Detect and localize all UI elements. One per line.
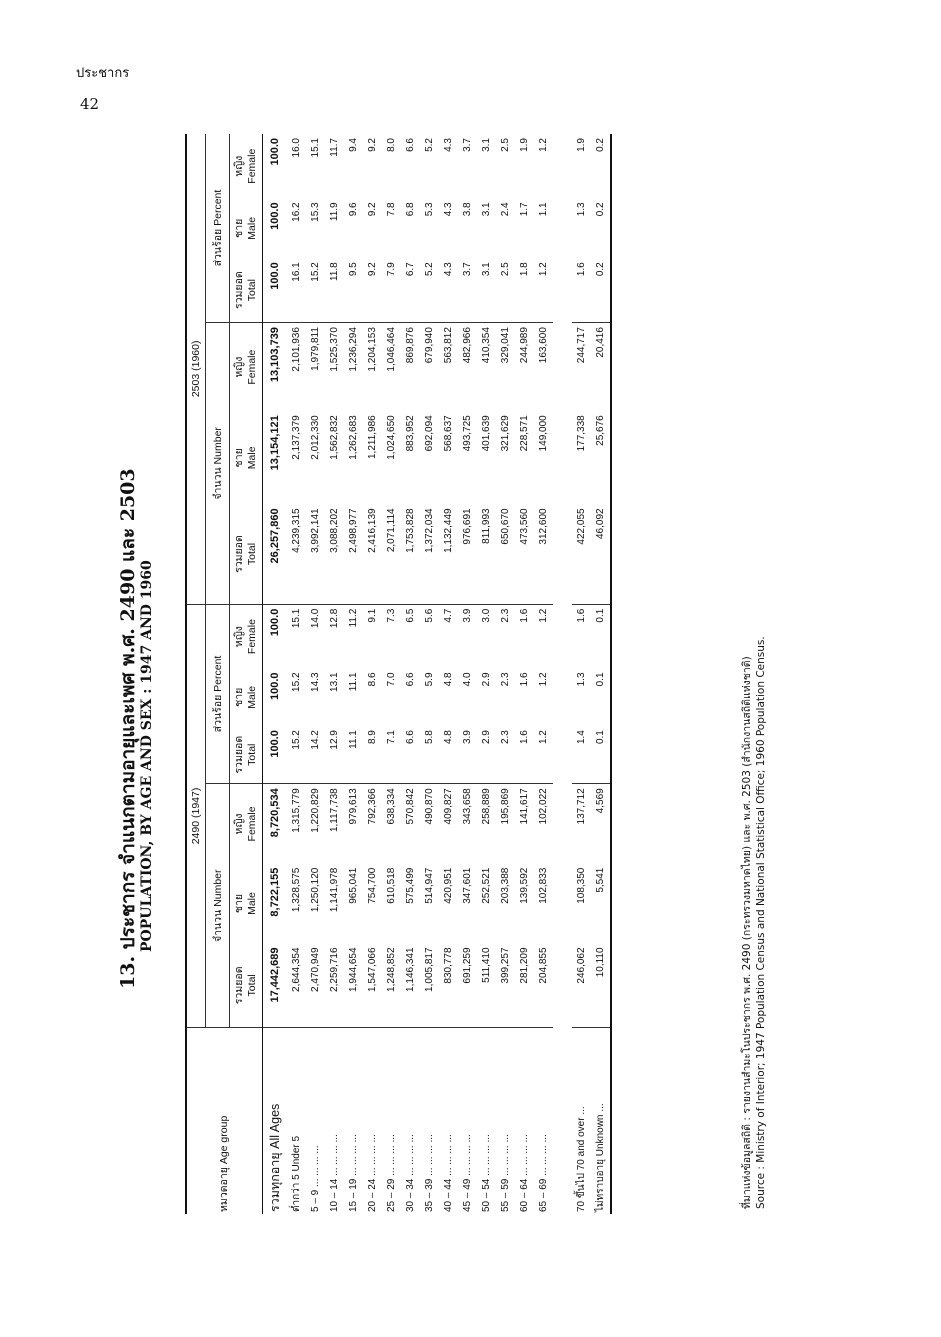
age-group-label: 15 – 19 ... ... ... ...: [348, 1134, 359, 1212]
table-cell: 100.0: [269, 138, 281, 166]
table-cell: 6.6: [405, 138, 416, 152]
page-number: 42: [80, 95, 100, 113]
table-cell: 6.6: [405, 672, 416, 687]
table-cell: 4.7: [443, 608, 454, 623]
table-cell: 0.1: [591, 668, 611, 726]
table-cell: 1,024,650: [386, 415, 397, 460]
table-cell: 2.9: [481, 672, 492, 687]
table-cell: 15.2: [306, 258, 325, 322]
table-row: [496, 134, 515, 1214]
column-header-male: ชาย Male: [230, 864, 263, 944]
table-cell: 102,833: [538, 867, 549, 904]
table-cell: 2.3: [500, 672, 511, 687]
table-cell: 11.1: [348, 672, 359, 692]
table-cell: 4.3: [443, 138, 454, 152]
column-header-female: หญิง Female: [230, 604, 263, 668]
table-cell: 2,071,114: [382, 504, 401, 604]
table-cell: 3,088,202: [325, 504, 344, 604]
table-cell: 1.2: [534, 726, 553, 784]
table-cell: 108,350: [576, 867, 587, 904]
table-cell: 9.4: [348, 138, 359, 152]
table-cell: 10,110: [591, 943, 611, 1027]
table-cell: 321,629: [500, 415, 511, 452]
table-cell: 422,055: [572, 504, 591, 604]
table-cell: 4.3: [443, 202, 454, 217]
table-cell: 5.8: [420, 726, 439, 784]
table-cell: 9.2: [363, 258, 382, 322]
table-cell: 3.9: [458, 726, 477, 784]
table-cell: 11.7: [329, 138, 340, 157]
table-cell: 14.0: [310, 608, 321, 629]
table-cell: 2,498,977: [344, 504, 363, 604]
table-cell: 883,952: [405, 415, 416, 452]
table-cell: 2,416,139: [363, 504, 382, 604]
table-cell: 228,571: [519, 415, 530, 452]
percent-header-1960: ส่วนร้อย Percent: [206, 134, 230, 323]
table-row: [325, 134, 344, 1214]
table-row: [344, 134, 363, 1214]
table-cell: 570,842: [405, 788, 416, 825]
table-cell: 1,250,120: [310, 867, 321, 913]
year-1960-header: 2503 (1960): [186, 134, 206, 604]
table-cell: 8.6: [367, 672, 378, 687]
table-cell: 792,366: [367, 788, 378, 825]
table-cell: 26,257,860: [263, 504, 288, 604]
table-cell: 514,947: [424, 867, 435, 904]
table-cell: 1.9: [519, 138, 530, 152]
table-cell: 244,989: [519, 327, 530, 364]
table-cell: 679,940: [424, 327, 435, 364]
table-row: [382, 134, 401, 1214]
table-cell: 650,670: [496, 504, 515, 604]
table-cell: 869,876: [405, 327, 416, 364]
table-cell: 11.1: [344, 726, 363, 784]
table-cell: 2.5: [496, 258, 515, 322]
age-group-header: หมวดอายุ Age group: [186, 1028, 263, 1214]
table-cell: 4,239,315: [287, 504, 306, 604]
table-cell: 137,712: [576, 788, 587, 825]
table-cell: 9.1: [367, 608, 378, 623]
table-cell: 1.2: [538, 672, 549, 687]
column-header-female: หญิง Female: [230, 323, 263, 412]
age-group-label: รวมทุกอายุ All Ages: [268, 1103, 282, 1212]
table-cell: 610,518: [386, 867, 397, 904]
spacer-row: [553, 134, 572, 1214]
table-cell: 830,778: [439, 943, 458, 1027]
column-header-total: รวมยอด Total: [230, 504, 263, 604]
table-cell: 9.5: [344, 258, 363, 322]
table-cell: 8.0: [386, 138, 397, 152]
table-cell: 3.7: [462, 138, 473, 152]
table-cell: 204,855: [534, 943, 553, 1027]
table-cell: 1,117,738: [329, 788, 340, 833]
table-cell: 12.9: [325, 726, 344, 784]
table-cell: 1,525,370: [329, 327, 340, 372]
table-cell: 3.7: [458, 258, 477, 322]
age-group-label: ไม่ทราบอายุ Unknown ...: [591, 1028, 611, 1214]
table-cell: 246,062: [572, 943, 591, 1027]
table-cell: 3.0: [481, 608, 492, 623]
column-header-total: รวมยอด Total: [230, 726, 263, 784]
table-cell: 1.3: [576, 202, 587, 217]
number-header-1947: จำนวน Number: [206, 784, 230, 1028]
table-cell: 258,889: [481, 788, 492, 825]
table-cell: 2.3: [500, 608, 511, 623]
table-cell: 4,569: [591, 784, 611, 864]
table-cell: 0.2: [591, 258, 611, 322]
table-cell: 139,592: [519, 867, 530, 904]
table-cell: 420,951: [443, 867, 454, 904]
age-group-label: 25 – 29 ... ... ... ...: [386, 1134, 397, 1212]
table-cell: 1.6: [519, 608, 530, 623]
table-cell: 1.6: [572, 258, 591, 322]
table-cell: 244,717: [576, 327, 587, 364]
table-cell: 11.9: [329, 202, 340, 222]
table-cell: 100.0: [263, 726, 288, 784]
table-cell: 1.2: [538, 138, 549, 152]
table-cell: 13,103,739: [269, 327, 281, 383]
table-cell: 5.9: [424, 672, 435, 687]
age-group-label: 35 – 39 ... ... ... ...: [424, 1134, 435, 1212]
table-cell: 3.1: [481, 138, 492, 152]
table-cell: 4.0: [462, 672, 473, 687]
age-group-label: 10 – 14 ... ... ... ...: [329, 1134, 340, 1212]
table-cell: 0.1: [591, 726, 611, 784]
table-cell: 7.0: [386, 672, 397, 687]
table-cell: 691,259: [458, 943, 477, 1027]
table-row: [591, 134, 611, 1214]
table-cell: 3.1: [477, 258, 496, 322]
table-cell: 976,691: [458, 504, 477, 604]
table-cell: 1,204,153: [367, 327, 378, 372]
table-row: [439, 134, 458, 1214]
percent-header-1947: ส่วนร้อย Percent: [206, 604, 230, 784]
table-cell: 692,094: [424, 415, 435, 452]
table-cell: 11.2: [348, 608, 359, 628]
table-cell: 7.8: [386, 202, 397, 217]
table-cell: 1,220,829: [310, 788, 321, 833]
column-header-total: รวมยอด Total: [230, 943, 263, 1027]
table-cell: 1,562,832: [329, 415, 340, 460]
table-cell: 575,499: [405, 867, 416, 904]
table-cell: 410,354: [481, 327, 492, 364]
table-cell: 1.6: [576, 608, 587, 623]
year-1947-header: 2490 (1947): [186, 604, 206, 1028]
table-cell: 7.3: [386, 608, 397, 623]
table-cell: 1,372,034: [420, 504, 439, 604]
table-cell: 1,141,978: [329, 867, 340, 913]
table-cell: 638,334: [386, 788, 397, 825]
rotated-table-block: [113, 114, 793, 1214]
table-cell: 13,154,121: [269, 415, 281, 471]
table-cell: 16.2: [291, 202, 302, 222]
table-cell: 401,639: [481, 415, 492, 452]
table-cell: 811,993: [477, 504, 496, 604]
table-cell: 100.0: [269, 672, 281, 701]
column-header-female: หญิง Female: [230, 134, 263, 198]
table-cell: 16.0: [291, 138, 302, 158]
table-cell: 1.8: [515, 258, 534, 322]
table-cell: 203,388: [500, 867, 511, 904]
age-group-label: 60 – 64 ... ... ... ...: [519, 1134, 530, 1212]
table-cell: 100.0: [263, 258, 288, 322]
table-cell: 473,560: [515, 504, 534, 604]
table-cell: 281,209: [515, 943, 534, 1027]
age-group-label: 65 – 69 ... ... ... ...: [538, 1134, 549, 1212]
table-cell: 1,146,341: [401, 943, 420, 1027]
table-cell: 9.2: [367, 202, 378, 217]
table-cell: 563,812: [443, 327, 454, 364]
table-row: [306, 134, 325, 1214]
table-cell: 16.1: [287, 258, 306, 322]
age-group-label: 30 – 34 ... ... ... ...: [405, 1134, 416, 1212]
table-cell: 2.3: [496, 726, 515, 784]
table-cell: 17,442,689: [263, 943, 288, 1027]
table-cell: 1,132,449: [439, 504, 458, 604]
table-cell: 2.9: [477, 726, 496, 784]
table-cell: 4.3: [439, 258, 458, 322]
table-cell: 490,870: [424, 788, 435, 825]
age-group-label: 50 – 54 ... ... ... ...: [481, 1134, 492, 1212]
table-cell: 252,521: [481, 867, 492, 904]
table-cell: 3.1: [481, 202, 492, 217]
table-cell: 5.3: [424, 202, 435, 217]
table-cell: 1,315,779: [291, 788, 302, 833]
table-row: [534, 134, 553, 1214]
table-cell: 6.5: [405, 608, 416, 623]
age-group-label: 5 – 9 ... ... ... ...: [310, 1145, 321, 1212]
table-cell: 6.6: [401, 726, 420, 784]
table-cell: 100.0: [269, 202, 281, 230]
table-row: [401, 134, 420, 1214]
table-cell: 46,092: [591, 504, 611, 604]
table-cell: 15.1: [310, 138, 321, 158]
table-cell: 14.2: [306, 726, 325, 784]
table-cell: 1,236,294: [348, 327, 359, 372]
table-cell: 754,700: [367, 867, 378, 904]
table-cell: 409,827: [443, 788, 454, 825]
table-cell: 2.5: [500, 138, 511, 152]
table-cell: 1.6: [519, 672, 530, 687]
table-cell: 1.2: [534, 258, 553, 322]
table-cell: 9.2: [367, 138, 378, 152]
age-group-label: 70 ขึ้นไป 70 and over ...: [576, 1106, 587, 1212]
table-cell: 100.0: [269, 608, 281, 637]
table-cell: 1.3: [576, 672, 587, 687]
table-cell: 8.9: [363, 726, 382, 784]
table-cell: 1.7: [519, 202, 530, 217]
table-cell: 6.7: [401, 258, 420, 322]
table-cell: 163,600: [538, 327, 549, 364]
table-cell: 329,041: [500, 327, 511, 364]
table-cell: 568,637: [443, 415, 454, 452]
age-group-label: 45 – 49 ... ... ... ...: [462, 1134, 473, 1212]
table-cell: 9.6: [348, 202, 359, 217]
table-cell: 14.3: [310, 672, 321, 692]
table-cell: 1,005,817: [420, 943, 439, 1027]
age-group-label: 55 – 59 ... ... ... ...: [500, 1134, 511, 1212]
table-cell: 20,416: [591, 323, 611, 412]
table-cell: 1.6: [515, 726, 534, 784]
table-cell: 195,869: [500, 788, 511, 825]
table-cell: 347,601: [462, 867, 473, 904]
table-cell: 482,966: [462, 327, 473, 364]
table-cell: 5.2: [420, 258, 439, 322]
table-cell: 15.3: [310, 202, 321, 222]
table-cell: 1,979,811: [310, 327, 321, 371]
table-row: [572, 134, 591, 1214]
table-title-thai: 13. ประชากร จำแนกตามอายุและเพศ พ.ศ. 2490 และ 2503: [117, 468, 139, 989]
table-cell: 15.2: [291, 672, 302, 692]
table-cell: 343,658: [462, 788, 473, 825]
table-cell: 15.2: [287, 726, 306, 784]
table-cell: 0.1: [591, 604, 611, 668]
table-title-english: POPULATION, BY AGE AND SEX : 1947 AND 1960: [139, 560, 155, 952]
table-cell: 6.8: [405, 202, 416, 217]
table-cell: 141,617: [519, 788, 530, 825]
table-cell: 11.8: [325, 258, 344, 322]
table-cell: 177,338: [576, 415, 587, 452]
table-cell: 5,541: [591, 864, 611, 944]
table-cell: 1,328,575: [291, 867, 302, 913]
table-cell: 1,753,828: [401, 504, 420, 604]
total-row: [263, 134, 288, 1214]
table-cell: 5.6: [424, 608, 435, 623]
column-header-male: ชาย Male: [230, 411, 263, 504]
table-cell: 1,944,654: [344, 943, 363, 1027]
table-cell: 1.1: [538, 202, 549, 217]
source-note-english: Source : Ministry of Interior; 1947 Population Census and National Statistical Office; 1960 Population Census.: [755, 636, 767, 1209]
table-cell: 1,211,986: [367, 415, 378, 460]
table-cell: 0.2: [591, 198, 611, 258]
table-cell: 3.9: [462, 608, 473, 623]
age-group-label: ต่ำกว่า 5 Under 5: [291, 1135, 302, 1212]
column-header-male: ชาย Male: [230, 198, 263, 258]
table-cell: 1,248,852: [382, 943, 401, 1027]
table-cell: 399,257: [496, 943, 515, 1027]
age-group-label: 20 – 24 ... ... ... ...: [367, 1134, 378, 1212]
table-row: [458, 134, 477, 1214]
table-cell: 0.2: [591, 134, 611, 198]
table-row: [515, 134, 534, 1214]
table-row: [420, 134, 439, 1214]
table-cell: 12.8: [329, 608, 340, 629]
table-cell: 1,262,683: [348, 415, 359, 460]
table-cell: 3.8: [462, 202, 473, 217]
table-cell: 1,547,066: [363, 943, 382, 1027]
table-cell: 3,992,141: [306, 504, 325, 604]
column-header-male: ชาย Male: [230, 668, 263, 726]
table-cell: 7.1: [382, 726, 401, 784]
table-cell: 2.4: [500, 202, 511, 217]
table-cell: 493,725: [462, 415, 473, 452]
table-cell: 15.1: [291, 608, 302, 629]
table-cell: 7.9: [382, 258, 401, 322]
table-cell: 2,644,354: [287, 943, 306, 1027]
table-cell: 965,041: [348, 867, 359, 904]
table-cell: 1.2: [538, 608, 549, 623]
running-header: ประชากร: [76, 66, 130, 81]
table-cell: 4.8: [439, 726, 458, 784]
table-cell: 102,022: [538, 788, 549, 825]
table-cell: 13.1: [329, 672, 340, 692]
number-header-1960: จำนวน Number: [206, 323, 230, 605]
table-cell: 5.2: [424, 138, 435, 152]
table-cell: 2,470,949: [306, 943, 325, 1027]
table-cell: 1.4: [572, 726, 591, 784]
table-row: [363, 134, 382, 1214]
table-cell: 8,720,534: [269, 788, 281, 838]
table-row: [477, 134, 496, 1214]
table-cell: 2,259,716: [325, 943, 344, 1027]
table-cell: 2,137,379: [291, 415, 302, 460]
table-cell: 4.8: [443, 672, 454, 687]
table-cell: 511,410: [477, 943, 496, 1027]
table-cell: 312,600: [534, 504, 553, 604]
column-header-female: หญิง Female: [230, 784, 263, 864]
table-cell: 979,613: [348, 788, 359, 825]
table-cell: 2,012,330: [310, 415, 321, 460]
table-row: [287, 134, 306, 1214]
source-note-thai: ที่มาแห่งข้อมูลสถิติ : รายงานสำมะโนประชากร พ.ศ. 2490 (กระทรวงมหาดไทย) และ พ.ศ. 2503 (สำนักงานสถิติแห่งชาติ): [741, 656, 753, 1209]
table-cell: 25,676: [591, 411, 611, 504]
table-cell: 1.9: [576, 138, 587, 152]
age-group-label: 40 – 44 ... ... ... ...: [443, 1134, 454, 1212]
table-cell: 2,101,936: [291, 327, 302, 372]
population-table: [185, 134, 612, 1214]
table-cell: 149,000: [538, 415, 549, 452]
table-cell: 8,722,155: [269, 867, 281, 917]
table-cell: 1,046,464: [386, 327, 397, 372]
column-header-total: รวมยอด Total: [230, 258, 263, 322]
